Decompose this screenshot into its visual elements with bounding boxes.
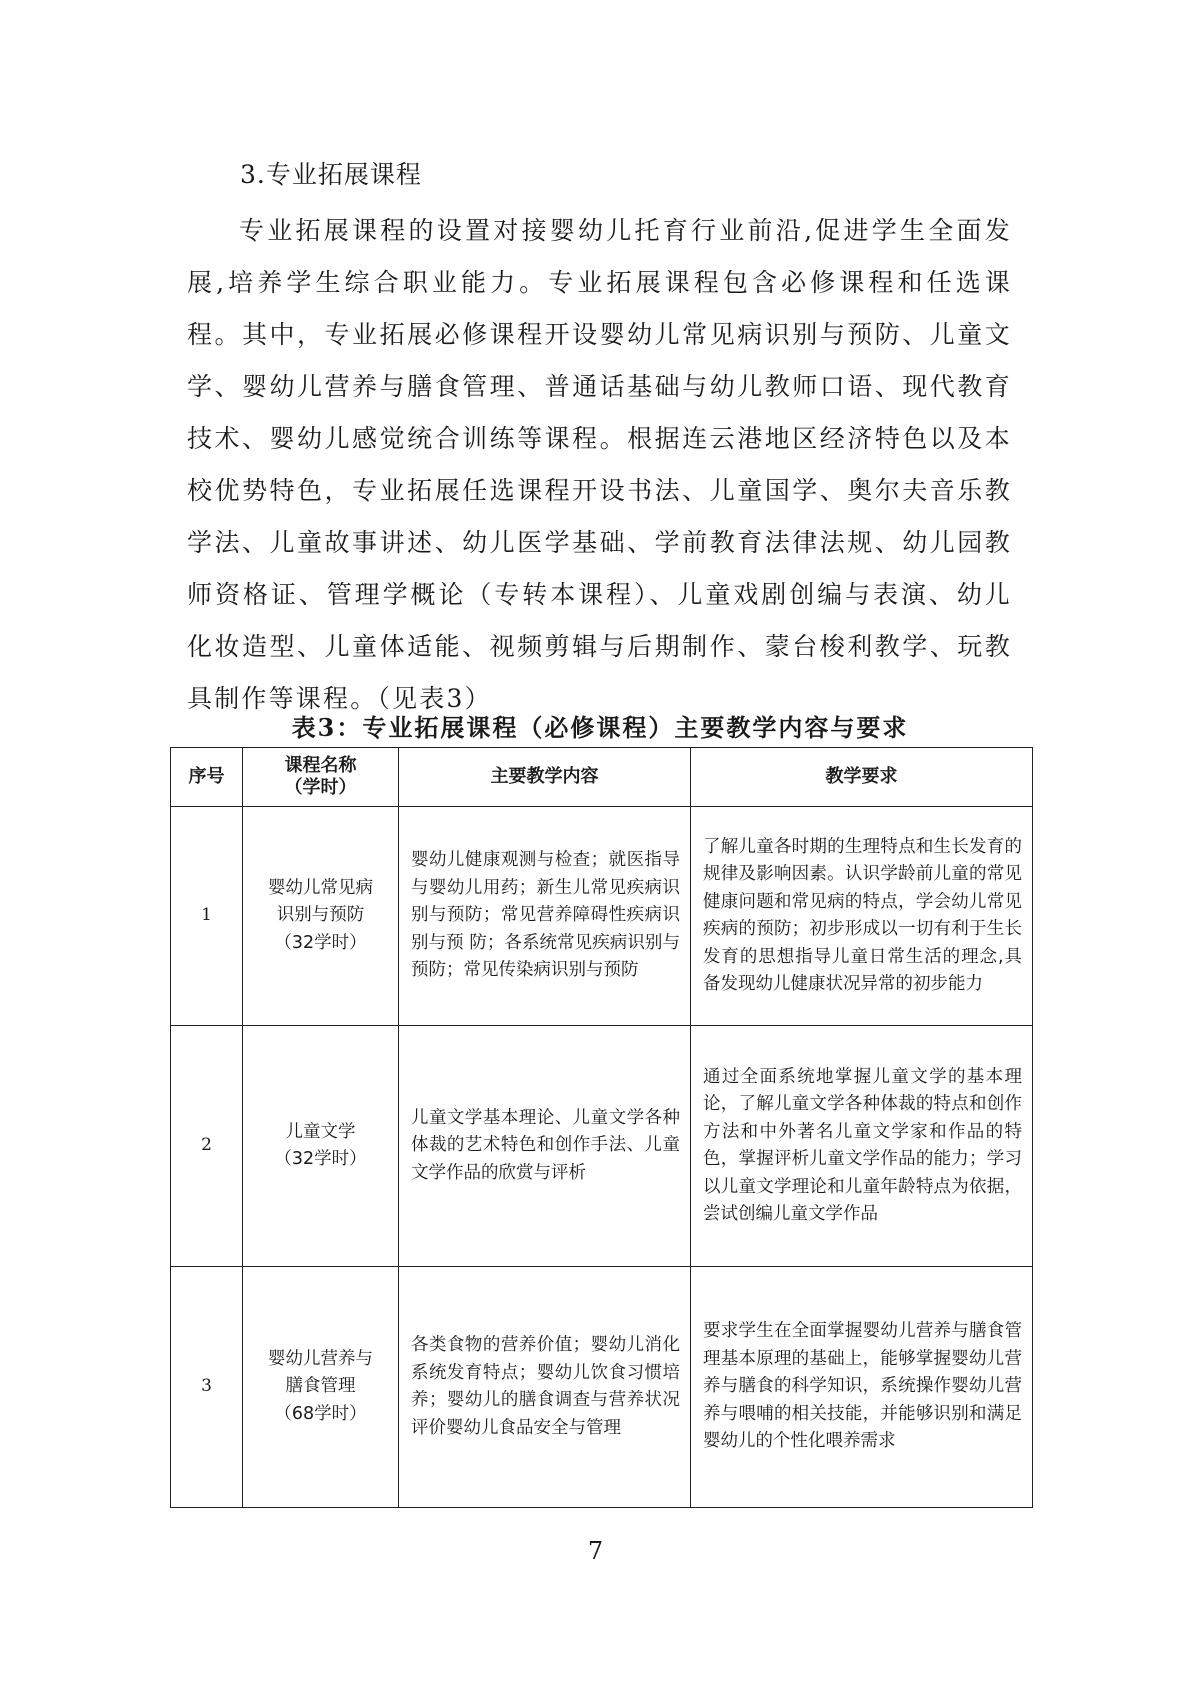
header-name-line2: （学时） bbox=[284, 777, 357, 798]
row-course-name bbox=[243, 807, 399, 1026]
row-requirements: 了解儿童各时期的生理特点和生长发育的规律及影响因素。认识学龄前儿童的常见健康问题和常见病的特点，学会幼儿常见疾病的预防；初步形成以一切有利于生长发育的思想指导儿童日常生活的理念,具备发现幼儿健康状况异常的初步能力 bbox=[691, 807, 1033, 1026]
row-content: 各类食物的营养价值；婴幼儿消化系统发育特点；婴幼儿饮食习惯培养；婴幼儿的膳食调查与营养状况评价婴幼儿食品安全与管理 bbox=[399, 1267, 691, 1508]
section-paragraph: 专业拓展课程的设置对接婴幼儿托育行业前沿,促进学生全面发展,培养学生综合职业能力。专业拓展课程包含必修课程和任选课程。其中，专业拓展必修课程开设婴幼儿常见病识别与预防、儿童文学、婴幼儿营养与膳食管理、普通话基础与幼儿教师口语、现代教育技术、婴幼儿感觉统合训练等课程。根据连云港地区经济特色以及本校优势特色，专业拓展任选课程开设书法、儿童国学、奥尔夫音乐教学法、儿童故事讲述、幼儿医学基础、学前教育法律法规、幼儿园教师资格证、管理学概论（专转本课程）、儿童戏剧创编与表演、幼儿化妆造型、儿童体适能、视频剪辑与后期制作、蒙台梭利教学、玩教具制作等课程。（见表3） bbox=[187, 216, 1012, 713]
page-number: 7 bbox=[587, 1537, 604, 1565]
table-row bbox=[171, 1026, 1033, 1267]
row-requirements: 要求学生在全面掌握婴幼儿营养与膳食管理基本原理的基础上，能够掌握婴幼儿营养与膳食的科学知识，系统操作婴幼儿营养与喂哺的相关技能，并能够识别和满足婴幼儿的个性化喂养需求 bbox=[691, 1267, 1033, 1508]
course-name-line2: 识别与预防 bbox=[276, 905, 365, 926]
course-table bbox=[170, 747, 1033, 1508]
header-name bbox=[243, 748, 399, 807]
course-hours: （32学时） bbox=[274, 1149, 367, 1169]
row-course-name bbox=[243, 1267, 399, 1508]
table-row bbox=[171, 807, 1033, 1026]
row-content: 婴幼儿健康观测与检查；就医指导与婴幼儿用药；新生儿常见疾病识别与预防；常见营养障碍性疾病识别与预 防；各系统常见疾病识别与预防；常见传染病识别与预防 bbox=[399, 807, 691, 1026]
row-requirements: 通过全面系统地掌握儿童文学的基本理论，了解儿童文学各种体裁的特点和创作方法和中外著名儿童文学家和作品的特色，掌握评析儿童文学作品的能力；学习以儿童文学理论和儿童年龄特点为依据，尝试创编儿童文学作品 bbox=[691, 1026, 1033, 1267]
course-hours: （68学时） bbox=[274, 1403, 367, 1424]
header-name-line1: 课程名称 bbox=[284, 755, 357, 776]
section-heading: 3.专业拓展课程 bbox=[240, 160, 422, 189]
course-name-line1: 儿童文学 bbox=[285, 1121, 356, 1142]
course-name-line1: 婴幼儿常见病 bbox=[268, 877, 373, 898]
course-name-line2: 膳食管理 bbox=[285, 1376, 356, 1397]
header-content: 主要教学内容 bbox=[399, 748, 691, 807]
row-num: 1 bbox=[171, 807, 243, 1026]
table-row bbox=[171, 1267, 1033, 1508]
table-caption: 表3：专业拓展课程（必修课程）主要教学内容与要求 bbox=[291, 713, 909, 742]
header-requirements: 教学要求 bbox=[691, 748, 1033, 807]
course-hours: （32学时） bbox=[274, 932, 367, 953]
table-header-row bbox=[171, 748, 1033, 807]
row-content: 儿童文学基本理论、儿童文学各种体裁的艺术特色和创作手法、儿童文学作品的欣赏与评析 bbox=[399, 1026, 691, 1267]
row-num: 3 bbox=[171, 1267, 243, 1508]
row-course-name bbox=[243, 1026, 399, 1267]
course-name-line1: 婴幼儿营养与 bbox=[268, 1348, 373, 1369]
row-num: 2 bbox=[171, 1026, 243, 1267]
header-num: 序号 bbox=[171, 748, 243, 807]
